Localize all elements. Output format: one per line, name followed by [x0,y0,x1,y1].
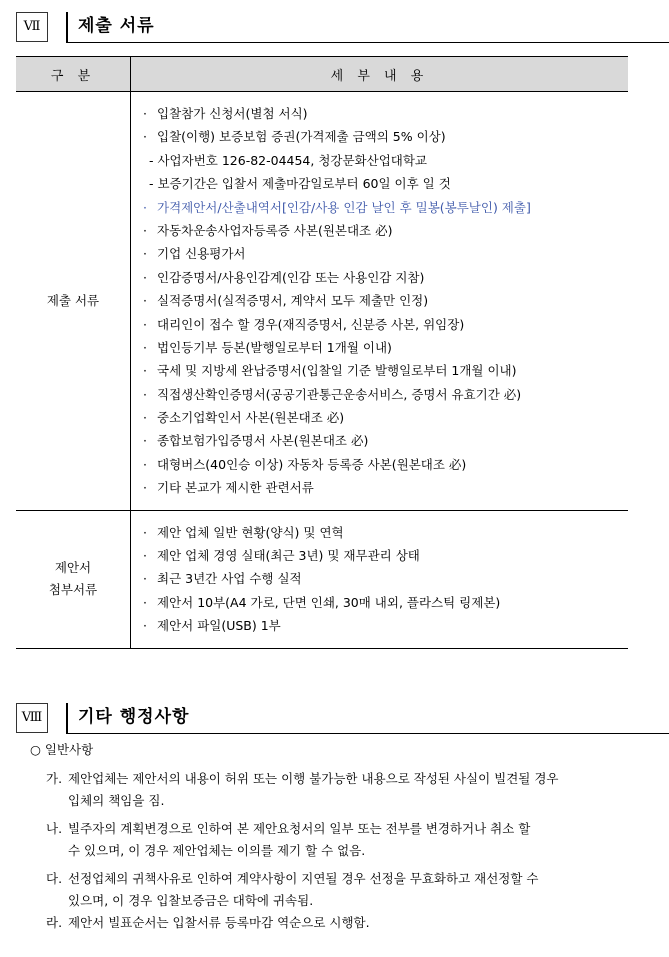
bullet-icon: · [143,618,147,634]
details-cell [131,510,629,648]
bullet-icon: · [143,246,147,262]
list-item [143,196,628,219]
list-item-text: - 보증기간은 입찰서 제출마감일로부터 60일 이후 일 것 [149,176,451,192]
list-item-text: 제안 업체 경영 실태(최근 3년) 및 재무관리 상태 [157,548,420,564]
details-cell [131,92,629,511]
bullet-icon: · [143,339,147,355]
list-item [143,476,628,499]
bullet-icon: · [143,316,147,332]
list-item-text: 인감증명서/사용인감계(인감 또는 사용인감 지참) [157,269,425,285]
general-item-text: 빌주자의 계획변경으로 인하여 본 제안요청서의 일부 또는 전부를 변경하거나 취소 할 [68,821,531,836]
list-item-text: 최근 3년간 사업 수행 실적 [157,571,302,587]
bullet-icon: · [143,548,147,564]
bullet-icon: · [143,199,147,215]
bullet-icon: · [143,594,147,610]
category-label: 제출 서류 [46,292,100,308]
general-heading [30,740,93,758]
list-item-text: 기타 본교가 제시한 관련서류 [157,480,314,496]
general-item-label: 나. [46,821,63,836]
bullet-icon: · [143,524,147,540]
category-label: 제안서 [54,560,92,576]
bullet-icon: · [143,410,147,426]
list-item [143,429,628,452]
general-item [46,912,370,934]
list-item [143,125,628,148]
general-item-label: 다. [46,871,63,886]
list-item [143,521,628,544]
section-8-title: 기타 행정사항 [66,703,189,733]
list-item-text: 입찰참가 신청서(별첨 서식) [157,106,308,121]
table-row-proposal [16,510,628,648]
list-item-text: 종합보험가입증명서 사본(원본대조 必) [157,433,369,449]
general-item-line [46,790,558,812]
bullet-icon: · [143,129,147,145]
list-item-text: 제안서 10부(A4 가로, 단면 인쇄, 30매 내외, 플라스틱 링제본) [157,594,501,610]
bullet-icon: · [143,433,147,449]
list-item [143,591,628,614]
general-item-line [46,890,538,912]
bullet-icon: · [143,269,147,285]
list-item [143,383,628,406]
list-item-text: 제안서 파일(USB) 1부 [157,618,281,634]
list-item [143,567,628,590]
category-label: 첨부서류 [48,582,98,598]
section-7-numeral: Ⅶ [16,12,48,42]
general-item-text: 수 있으며, 이 경우 제안업체는 이의를 제기 할 수 없음. [68,843,366,858]
section-7-title: 제출 서류 [66,12,155,42]
general-item-label: 라. [46,915,63,930]
list-item-text: 입찰(이행) 보증보험 증권(가격제출 금액의 5% 이상) [157,129,446,145]
bullet-icon: · [143,386,147,402]
list-item-text: 기업 신용평가서 [157,246,246,262]
list-item-text: 중소기업확인서 사본(원본대조 必) [157,410,345,426]
general-item-line [46,818,530,840]
list-item-text: 자동차운송사업자등록증 사본(원본대조 必) [157,222,393,238]
bullet-icon: · [143,480,147,496]
bullet-icon: · [143,456,147,472]
list-item [143,266,628,289]
list-item-text: 가격제안서/산출내역서[인감/사용 인감 날인 후 밀봉(봉투날인) 제출] [157,199,531,215]
list-item-text: - 사업자번호 126-82-04454, 청강문화산업대학교 [149,152,428,168]
general-item [46,818,530,862]
category-cell [16,510,131,648]
general-item-text: 선정업체의 귀책사유로 인하여 계약사항이 지연될 경우 선정을 무효화하고 재선정할 수 [68,871,539,886]
general-heading-text: 일반사항 [44,742,94,757]
list-item-text: 대리인이 접수 할 경우(재직증명서, 신분증 사본, 위임장) [157,316,465,332]
general-item-label: 가. [46,771,63,786]
list-item-text: 법인등기부 등본(발행일로부터 1개월 이내) [157,339,392,355]
general-item-text: 있으며, 이 경우 입찰보증금은 대학에 귀속됨. [68,893,314,908]
bullet-icon: · [143,571,147,587]
general-item-line [46,912,370,934]
list-item-text: 실적증명서(실적증명서, 계약서 모두 제출만 인정) [157,293,429,309]
list-item [143,219,628,242]
list-item [143,614,628,637]
table-row-submission [16,92,628,511]
list-item-text: 직접생산확인증명서(공공기관통근운송서비스, 증명서 유효기간 必) [157,386,522,402]
list-item-text: 제안 업체 일반 현황(양식) 및 연혁 [157,524,344,540]
general-item-line [46,868,538,890]
general-item-line [46,840,530,862]
category-cell [16,92,131,511]
general-item-text: 입체의 책임을 짐. [68,793,165,808]
general-item [46,768,558,812]
list-item-text: 대형버스(40인승 이상) 자동차 등록증 사본(원본대조 必) [157,456,467,472]
section-7-underline [66,42,669,43]
bullet-icon: · [143,222,147,238]
list-item [143,102,628,125]
section-8-underline [66,733,669,734]
general-item [46,868,538,912]
list-item [143,336,628,359]
section-8-numeral: Ⅷ [16,703,48,733]
list-item [143,242,628,265]
general-item-text: 제안업체는 제안서의 내용이 허위 또는 이행 불가능한 내용으로 작성된 사실이 빌견될 경우 [68,771,559,786]
bullet-icon: · [143,106,147,121]
list-item-text: 국세 및 지방세 완납증명서(입찰일 기준 발행일로부터 1개월 이내) [157,363,517,379]
list-item [143,406,628,429]
list-item [143,544,628,567]
table-header-row [16,57,628,92]
circle-icon: ○ [30,742,41,757]
list-item [143,313,628,336]
header-details: 세 부 내 용 [131,57,629,92]
documents-table [16,56,628,649]
list-item [143,453,628,476]
list-item [143,289,628,312]
bullet-icon: · [143,363,147,379]
general-item-text: 제안서 빌표순서는 입찰서류 등록마감 역순으로 시행함. [68,915,370,930]
bullet-icon: · [143,293,147,309]
general-item-line [46,768,558,790]
list-item [143,172,628,195]
list-item [143,149,628,172]
header-category: 구 분 [16,57,131,92]
list-item [143,359,628,382]
